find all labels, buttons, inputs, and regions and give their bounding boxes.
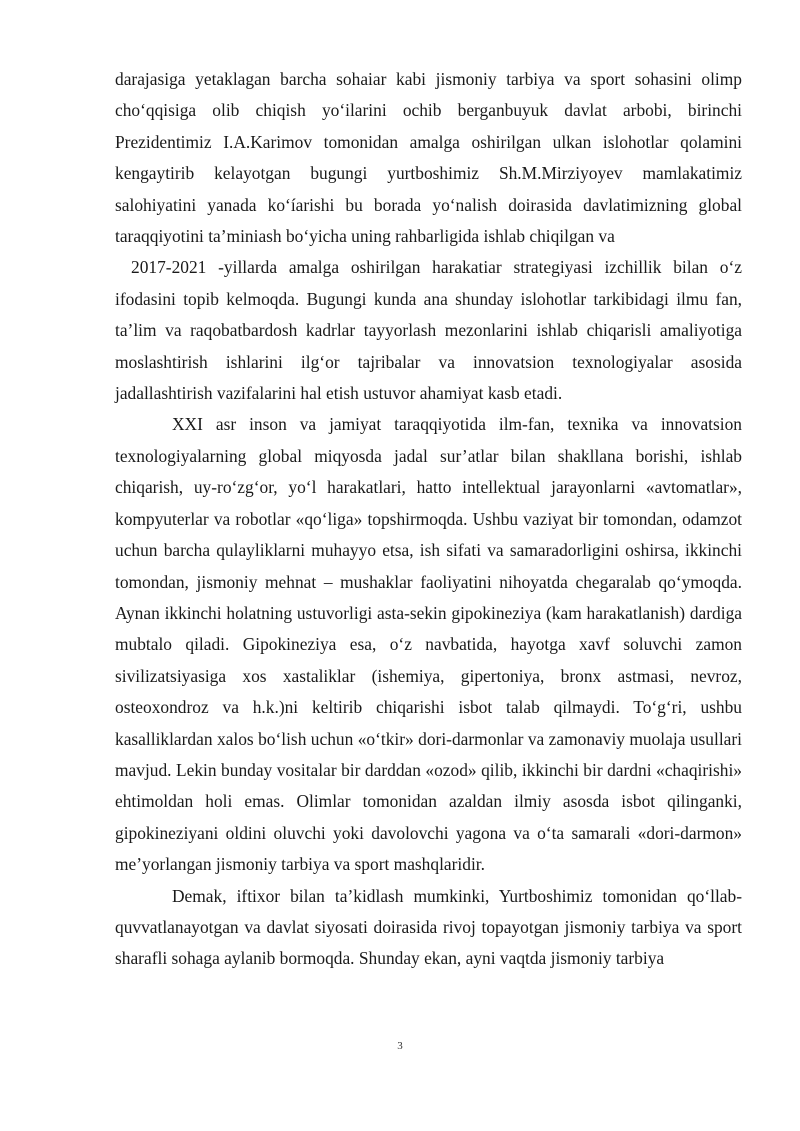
paragraph-3: XXI asr inson va jamiyat taraqqiyotida ilm-fan, texnika va innovatsion texnologiyalarning global miqyosda jadal sur’atlar bilan shakllana borishi, ishlab chiqarish, uy-ro‘zg‘or, yo‘l harakatlari, hatto intellektual jarayonlarni «avtomatlar», kompyuterlar va robotlar «qo‘liga» topshirmoqda. Ushbu vaziyat bir tomondan, odamzot uchun barcha qulayliklarni muhayyo etsa, ish sifati va samaradorligini oshirsa, ikkinchi tomondan, jismoniy mehnat – mushaklar faoliyatini nihoyatda chegaralab qo‘ymoqda. Aynan ikkinchi holatning ustuvorligi asta-sekin gipokineziya (kam harakatlanish) dardiga mubtalo qiladi. Gipokineziya esa, o‘z navbatida, hayotga xavf soluvchi zamon sivilizatsiyasiga xos xastaliklar (ishemiya, gipertoniya, bronx astmasi, nevroz, osteoxondroz va h.k.)ni keltirib chiqarishi isbot talab qilmaydi. To‘g‘ri, ushbu kasalliklardan xalos bo‘lish uchun «o‘tkir» dori-darmonlar va zamonaviy muolaja usullari mavjud. Lekin bunday vositalar bir darddan «ozod» qilib, ikkinchi bir dardni «chaqirishi» ehtimoldan holi emas. Olimlar tomonidan azaldan ilmiy asosda isbot qilinganki, gipokineziyani oldini oluvchi yoki davolovchi yagona va o‘ta samarali «dori-darmon» me’yorlangan jismoniy tarbiya va sport mashqlaridir. bbox=[115, 414, 742, 875]
page-number: 3 bbox=[397, 1040, 403, 1052]
body-text bbox=[115, 64, 742, 975]
paragraph-4: Demak, iftixor bilan ta’kidlash mumkinki, Yurtboshimiz tomonidan qo‘llab-quvvatlanayotgan va davlat siyosati doirasida rivoj topayotgan jismoniy tarbiya va sport sharafli sohaga aylanib bormoqda. Shunday ekan, ayni vaqtda jismoniy tarbiya bbox=[115, 885, 742, 969]
paragraph-1: darajasiga yetaklagan barcha sohaiar kabi jismoniy tarbiya va sport sohasini olimp cho‘qqisiga olib chiqish yo‘ilarini ochib berganbuyuk davlat arbobi, birinchi Prezidentimiz I.A.Karimov tomonidan amalga oshirilgan ulkan islohotlar qolamini kengaytirib kelayotgan bugungi yurtboshimiz Sh.M.Mirziyoyev mamlakatimiz salohiyatini yanada ko‘íarishi bu borada yo‘nalish doirasida davlatimizning global taraqqiyotini ta’miniash bo‘yicha uning rahbarligida ishlab chiqilgan va bbox=[115, 69, 742, 247]
paragraph-2: 2017-2021 -yillarda amalga oshirilgan harakatiar strategiyasi izchillik bilan o‘z ifodasini topib kelmoqda. Bugungi kunda ana shunday islohotlar tarkibidagi ilmu fan, ta’lim va raqobatbardosh kadrlar tayyorlash mezonlarini ishlab chiqarisli amaliyotiga moslashtirish ishlarini ilg‘or tajribalar va innovatsion texnologiyalar asosida jadallashtirish vazifalarini hal etish ustuvor ahamiyat kasb etadi. bbox=[115, 257, 742, 404]
